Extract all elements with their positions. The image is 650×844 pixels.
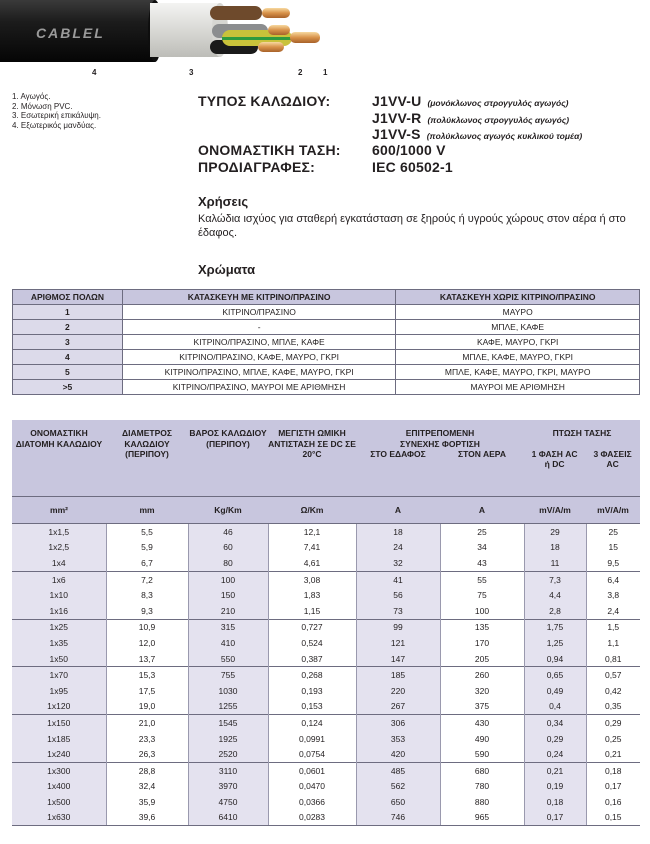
without-yg-colors: ΚΑΦΕ, ΜΑΥΡΟ, ΓΚΡΙ	[396, 335, 640, 350]
weight-cell: 60	[188, 540, 268, 556]
resistance-cell: 12,1	[268, 524, 356, 540]
load-air-cell: 100	[440, 603, 524, 619]
pole-count: 4	[13, 350, 123, 365]
without-yg-colors: ΜΠΛΕ, ΚΑΦΕ, ΜΑΥΡΟ, ΓΚΡΙ, ΜΑΥΡΟ	[396, 365, 640, 380]
resistance-cell: 0,0366	[268, 794, 356, 810]
load-ground-cell: 73	[356, 603, 440, 619]
cable-type-label: ΤΥΠΟΣ ΚΑΛΩΔΙΟΥ:	[198, 93, 331, 109]
diameter-cell: 39,6	[106, 810, 188, 826]
weight-cell: 3110	[188, 762, 268, 778]
table-row	[12, 683, 640, 699]
weight-cell: 80	[188, 555, 268, 571]
table-row	[12, 651, 640, 667]
cross-section-cell: 1x120	[12, 699, 106, 715]
load-air-cell: 965	[440, 810, 524, 826]
cross-section-cell: 1x150	[12, 715, 106, 731]
diameter-cell: 19,0	[106, 699, 188, 715]
pole-count: 1	[13, 305, 123, 320]
load-air-cell: 430	[440, 715, 524, 731]
cross-section-cell: 1x16	[12, 603, 106, 619]
table-row	[12, 794, 640, 810]
load-ground-cell: 56	[356, 587, 440, 603]
cross-section-cell: 1x400	[12, 779, 106, 795]
resistance-cell: 0,0470	[268, 779, 356, 795]
resistance-cell: 4,61	[268, 555, 356, 571]
column-header-drop-3ph: 3 ΦΑΣΕΙΣ AC	[593, 448, 632, 469]
core-colors-table	[12, 289, 640, 395]
component-legend	[12, 92, 101, 130]
resistance-cell: 1,15	[268, 603, 356, 619]
resistance-cell: 0,0754	[268, 746, 356, 762]
drop-3ph-cell: 25	[586, 524, 640, 540]
standard-label: ΠΡΟΔΙΑΓΡΑΦΕΣ:	[198, 159, 315, 175]
legend-item: 2. Μόνωση PVC.	[12, 101, 73, 111]
cross-section-cell: 1x70	[12, 667, 106, 683]
uses-text: Καλώδια ισχύος για σταθερή εγκατάσταση σε ξηρούς ή υγρούς χώρους στον αέρα ή στο έδαφος.	[198, 213, 626, 239]
voltage-value: 600/1000 V	[372, 142, 446, 158]
drop-3ph-cell: 0,21	[586, 746, 640, 762]
load-ground-cell: 24	[356, 540, 440, 556]
drop-3ph-cell: 0,17	[586, 779, 640, 795]
drop-1ph-cell: 4,4	[524, 587, 586, 603]
cross-section-cell: 1x50	[12, 651, 106, 667]
diameter-cell: 6,7	[106, 555, 188, 571]
diameter-cell: 21,0	[106, 715, 188, 731]
table-row	[12, 779, 640, 795]
without-yg-colors: ΜΠΛΕ, ΚΑΦΕ	[396, 320, 640, 335]
load-ground-cell: 485	[356, 762, 440, 778]
column-header: ΚΑΤΑΣΚΕΥΗ ΜΕ ΚΙΤΡΙΝΟ/ΠΡΑΣΙΝΟ	[122, 290, 396, 305]
drop-1ph-cell: 0,18	[524, 794, 586, 810]
load-air-cell: 490	[440, 731, 524, 747]
column-header-voltage-drop	[524, 420, 640, 497]
units-row	[12, 497, 640, 524]
without-yg-colors: ΜΑΥΡΟΙ ΜΕ ΑΡΙΘΜΗΣΗ	[396, 380, 640, 395]
drop-3ph-cell: 0,18	[586, 762, 640, 778]
cross-section-cell: 1x95	[12, 683, 106, 699]
drop-1ph-cell: 0,29	[524, 731, 586, 747]
drop-3ph-cell: 2,4	[586, 603, 640, 619]
table-row	[12, 731, 640, 747]
drop-1ph-cell: 1,75	[524, 619, 586, 635]
table-header-row	[12, 420, 640, 497]
table-row	[12, 524, 640, 540]
diameter-cell: 13,7	[106, 651, 188, 667]
diameter-cell: 23,3	[106, 731, 188, 747]
weight-cell: 755	[188, 667, 268, 683]
column-header-drop-1ph: 1 ΦΑΣΗ AC ή DC	[531, 448, 578, 469]
callout-number-1: 1	[323, 68, 328, 77]
load-ground-cell: 267	[356, 699, 440, 715]
drop-3ph-cell: 0,15	[586, 810, 640, 826]
weight-cell: 3970	[188, 779, 268, 795]
diameter-cell: 5,5	[106, 524, 188, 540]
drop-3ph-cell: 0,25	[586, 731, 640, 747]
electrical-data-table	[12, 420, 640, 826]
resistance-cell: 0,268	[268, 667, 356, 683]
core-brown	[210, 6, 262, 20]
load-air-cell: 170	[440, 635, 524, 651]
drop-3ph-cell: 0,42	[586, 683, 640, 699]
column-header-load-ground: ΣΤΟ ΕΔΑΦΟΣ	[370, 449, 426, 459]
column-header: ΑΡΙΘΜΟΣ ΠΟΛΩΝ	[13, 290, 123, 305]
diameter-cell: 17,5	[106, 683, 188, 699]
diameter-cell: 5,9	[106, 540, 188, 556]
table-header-row	[13, 290, 640, 305]
drop-1ph-cell: 0,21	[524, 762, 586, 778]
legend-item: 3. Εσωτερική επικάλυψη.	[12, 111, 101, 120]
drop-1ph-cell: 18	[524, 540, 586, 556]
cable-type-u: J1VV-U (μονόκλωνος στρογγυλός αγωγός)	[372, 93, 569, 109]
jacket-brand-text: CABLEL	[36, 25, 105, 41]
with-yg-colors: ΚΙΤΡΙΝΟ/ΠΡΑΣΙΝΟ	[122, 305, 396, 320]
load-air-cell: 880	[440, 794, 524, 810]
resistance-cell: 0,153	[268, 699, 356, 715]
drop-1ph-cell: 0,34	[524, 715, 586, 731]
cross-section-cell: 1x185	[12, 731, 106, 747]
resistance-cell: 0,193	[268, 683, 356, 699]
cross-section-cell: 1x4	[12, 555, 106, 571]
resistance-cell: 0,0991	[268, 731, 356, 747]
drop-3ph-cell: 0,35	[586, 699, 640, 715]
drop-1ph-cell: 1,25	[524, 635, 586, 651]
unit-label: Ω/Km	[268, 497, 356, 524]
diameter-cell: 9,3	[106, 603, 188, 619]
drop-3ph-cell: 0,29	[586, 715, 640, 731]
load-ground-cell: 41	[356, 571, 440, 587]
resistance-cell: 1,83	[268, 587, 356, 603]
load-air-cell: 55	[440, 571, 524, 587]
load-air-cell: 320	[440, 683, 524, 699]
table-row	[12, 635, 640, 651]
load-air-cell: 25	[440, 524, 524, 540]
load-ground-cell: 306	[356, 715, 440, 731]
drop-3ph-cell: 9,5	[586, 555, 640, 571]
table-row	[12, 699, 640, 715]
load-ground-cell: 18	[356, 524, 440, 540]
drop-3ph-cell: 0,81	[586, 651, 640, 667]
drop-1ph-cell: 0,19	[524, 779, 586, 795]
weight-cell: 410	[188, 635, 268, 651]
conductor	[262, 8, 290, 18]
voltage-label: ΟΝΟΜΑΣΤΙΚΗ ΤΑΣΗ:	[198, 142, 341, 158]
cross-section-cell: 1x630	[12, 810, 106, 826]
unit-label: mm²	[12, 497, 106, 524]
resistance-cell: 0,387	[268, 651, 356, 667]
pole-count: 3	[13, 335, 123, 350]
diameter-cell: 32,4	[106, 779, 188, 795]
column-header-load	[356, 420, 524, 497]
weight-cell: 100	[188, 571, 268, 587]
colors-heading: Χρώματα	[198, 262, 256, 277]
drop-3ph-cell: 1,1	[586, 635, 640, 651]
drop-1ph-cell: 7,3	[524, 571, 586, 587]
load-ground-cell: 746	[356, 810, 440, 826]
legend-item: 1. Αγωγός.	[12, 92, 51, 101]
drop-1ph-cell: 0,65	[524, 667, 586, 683]
with-yg-colors: ΚΙΤΡΙΝΟ/ΠΡΑΣΙΝΟ, ΜΑΥΡΟΙ ΜΕ ΑΡΙΘΜΗΣΗ	[122, 380, 396, 395]
resistance-cell: 3,08	[268, 571, 356, 587]
with-yg-colors: ΚΙΤΡΙΝΟ/ΠΡΑΣΙΝΟ, ΚΑΦΕ, ΜΑΥΡΟ, ΓΚΡΙ	[122, 350, 396, 365]
load-ground-cell: 562	[356, 779, 440, 795]
load-air-cell: 590	[440, 746, 524, 762]
drop-1ph-cell: 0,17	[524, 810, 586, 826]
legend-item: 4. Εξωτερικός μανδύας.	[12, 120, 97, 130]
inner-covering	[150, 3, 220, 57]
column-header-resistance: ΜΕΓΙΣΤΗ ΩΜΙΚΗ ΑΝΤΙΣΤΑΣΗ ΣΕ DC ΣΕ 20°C	[268, 420, 356, 497]
load-air-cell: 680	[440, 762, 524, 778]
cross-section-cell: 1x1,5	[12, 524, 106, 540]
table-row	[12, 762, 640, 778]
diameter-cell: 8,3	[106, 587, 188, 603]
unit-label: mm	[106, 497, 188, 524]
drop-1ph-cell: 0,24	[524, 746, 586, 762]
drop-1ph-cell: 0,94	[524, 651, 586, 667]
load-air-cell: 75	[440, 587, 524, 603]
cross-section-cell: 1x10	[12, 587, 106, 603]
cross-section-cell: 1x2,5	[12, 540, 106, 556]
cross-section-cell: 1x35	[12, 635, 106, 651]
column-header-diameter: ΔΙΑΜΕΤΡΟΣ ΚΑΛΩΔΙΟΥ (ΠΕΡΙΠΟΥ)	[106, 420, 188, 497]
cross-section-cell: 1x300	[12, 762, 106, 778]
drop-3ph-cell: 6,4	[586, 571, 640, 587]
cross-section-cell: 1x500	[12, 794, 106, 810]
table-row	[12, 715, 640, 731]
load-air-cell: 260	[440, 667, 524, 683]
standard-value: IEC 60502-1	[372, 159, 453, 175]
with-yg-colors: ΚΙΤΡΙΝΟ/ΠΡΑΣΙΝΟ, ΜΠΛΕ, ΚΑΦΕ	[122, 335, 396, 350]
load-air-cell: 34	[440, 540, 524, 556]
load-group-label: ΕΠΙΤΡΕΠΟΜΕΝΗ ΣΥΝΕΧΗΣ ΦΟΡΤΙΣΗ	[400, 428, 480, 449]
weight-cell: 1925	[188, 731, 268, 747]
unit-label: mV/A/m	[586, 497, 640, 524]
load-ground-cell: 121	[356, 635, 440, 651]
load-ground-cell: 99	[356, 619, 440, 635]
with-yg-colors: -	[122, 320, 396, 335]
load-air-cell: 43	[440, 555, 524, 571]
unit-label: mV/A/m	[524, 497, 586, 524]
diameter-cell: 10,9	[106, 619, 188, 635]
load-ground-cell: 420	[356, 746, 440, 762]
resistance-cell: 0,727	[268, 619, 356, 635]
uses-heading: Χρήσεις	[198, 194, 249, 209]
load-ground-cell: 147	[356, 651, 440, 667]
weight-cell: 1030	[188, 683, 268, 699]
without-yg-colors: ΜΠΛΕ, ΚΑΦΕ, ΜΑΥΡΟ, ΓΚΡΙ	[396, 350, 640, 365]
cable-cross-section-illustration	[0, 0, 650, 66]
drop-1ph-cell: 2,8	[524, 603, 586, 619]
resistance-cell: 0,0601	[268, 762, 356, 778]
diameter-cell: 7,2	[106, 571, 188, 587]
drop-3ph-cell: 0,57	[586, 667, 640, 683]
drop-1ph-cell: 0,49	[524, 683, 586, 699]
table-row	[13, 365, 640, 380]
table-row	[12, 619, 640, 635]
drop-3ph-cell: 3,8	[586, 587, 640, 603]
table-row	[13, 380, 640, 395]
table-row	[12, 555, 640, 571]
table-row	[13, 305, 640, 320]
cross-section-cell: 1x6	[12, 571, 106, 587]
unit-label: Kg/Km	[188, 497, 268, 524]
drop-1ph-cell: 0,4	[524, 699, 586, 715]
weight-cell: 550	[188, 651, 268, 667]
weight-cell: 210	[188, 603, 268, 619]
column-header: ΚΑΤΑΣΚΕΥΗ ΧΩΡΙΣ ΚΙΤΡΙΝΟ/ΠΡΑΣΙΝΟ	[396, 290, 640, 305]
load-ground-cell: 220	[356, 683, 440, 699]
weight-cell: 1255	[188, 699, 268, 715]
table-row	[12, 540, 640, 556]
diameter-cell: 12,0	[106, 635, 188, 651]
resistance-cell: 0,124	[268, 715, 356, 731]
drop-3ph-cell: 15	[586, 540, 640, 556]
voltage-drop-group-label: ΠΤΩΣΗ ΤΑΣΗΣ	[552, 428, 612, 438]
weight-cell: 2520	[188, 746, 268, 762]
weight-cell: 46	[188, 524, 268, 540]
cable-type-s: J1VV-S (πολύκλωνος αγωγός κυκλικού τομέα)	[372, 126, 583, 142]
pole-count: >5	[13, 380, 123, 395]
pole-count: 2	[13, 320, 123, 335]
resistance-cell: 7,41	[268, 540, 356, 556]
diameter-cell: 28,8	[106, 762, 188, 778]
load-ground-cell: 32	[356, 555, 440, 571]
load-ground-cell: 353	[356, 731, 440, 747]
load-ground-cell: 650	[356, 794, 440, 810]
cable-type-r: J1VV-R (πολύκλωνος στρογγυλός αγωγός)	[372, 110, 570, 126]
load-air-cell: 135	[440, 619, 524, 635]
table-row	[12, 667, 640, 683]
resistance-cell: 0,0283	[268, 810, 356, 826]
weight-cell: 150	[188, 587, 268, 603]
weight-cell: 4750	[188, 794, 268, 810]
cross-section-cell: 1x240	[12, 746, 106, 762]
drop-3ph-cell: 0,16	[586, 794, 640, 810]
table-row	[12, 746, 640, 762]
with-yg-colors: ΚΙΤΡΙΝΟ/ΠΡΑΣΙΝΟ, ΜΠΛΕ, ΚΑΦΕ, ΜΑΥΡΟ, ΓΚΡΙ	[122, 365, 396, 380]
drop-1ph-cell: 29	[524, 524, 586, 540]
weight-cell: 6410	[188, 810, 268, 826]
table-row	[12, 603, 640, 619]
table-row	[12, 571, 640, 587]
unit-label: A	[356, 497, 440, 524]
table-row	[12, 587, 640, 603]
table-row	[13, 350, 640, 365]
column-header-section: ΟΝΟΜΑΣΤΙΚΗ ΔΙΑΤΟΜΗ ΚΑΛΩΔΙΟΥ	[12, 420, 106, 497]
diameter-cell: 26,3	[106, 746, 188, 762]
column-header-weight: ΒΑΡΟΣ ΚΑΛΩΔΙΟΥ (ΠΕΡΙΠΟΥ)	[188, 420, 268, 497]
electrical-table-body	[12, 524, 640, 826]
load-air-cell: 375	[440, 699, 524, 715]
unit-label: A	[440, 497, 524, 524]
load-ground-cell: 185	[356, 667, 440, 683]
callout-number-3: 3	[189, 68, 194, 77]
resistance-cell: 0,524	[268, 635, 356, 651]
column-header-load-air: ΣΤΟΝ ΑΕΡΑ	[458, 449, 506, 459]
cross-section-cell: 1x25	[12, 619, 106, 635]
table-row	[13, 320, 640, 335]
drop-1ph-cell: 11	[524, 555, 586, 571]
table-row	[12, 810, 640, 826]
diameter-cell: 35,9	[106, 794, 188, 810]
pole-count: 5	[13, 365, 123, 380]
load-air-cell: 780	[440, 779, 524, 795]
without-yg-colors: ΜΑΥΡΟ	[396, 305, 640, 320]
drop-3ph-cell: 1,5	[586, 619, 640, 635]
table-row	[13, 335, 640, 350]
diameter-cell: 15,3	[106, 667, 188, 683]
weight-cell: 1545	[188, 715, 268, 731]
weight-cell: 315	[188, 619, 268, 635]
callout-number-4: 4	[92, 68, 97, 77]
callout-number-2: 2	[298, 68, 303, 77]
load-air-cell: 205	[440, 651, 524, 667]
